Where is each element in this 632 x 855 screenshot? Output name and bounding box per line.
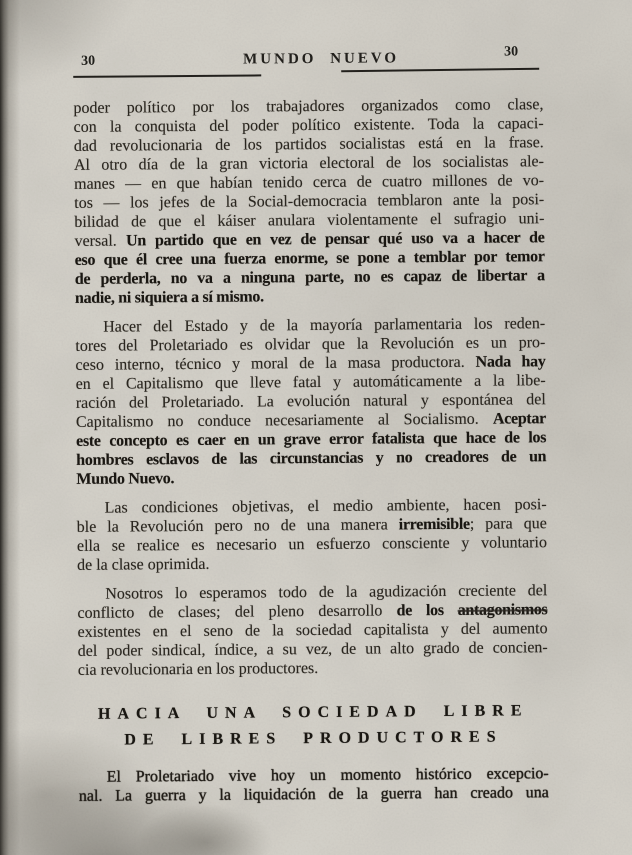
emphasized-text: eso que él cree una fuerza enorme, se pone a temblar por temor (74, 248, 545, 269)
body-text: del poder sindical, índice, a su vez, de un alto grado de concien- (77, 639, 548, 660)
heading-line: DE LIBRES PRODUCTORES (124, 728, 503, 749)
paragraph (75, 314, 546, 489)
emphasized-text: Mundo Nuevo. (76, 470, 175, 488)
body-text: manes — en que habían tenido cerca de cuatro millones de vo- (74, 172, 545, 193)
body-text: El Proletariado vive hoy un momento histórico excepcio- (106, 765, 549, 786)
body-text: poder político por los trabajadores organizados como clase, (73, 96, 544, 117)
emphasized-text: irremisible (398, 515, 470, 534)
paragraph (77, 581, 548, 680)
paragraph (79, 764, 549, 806)
text-line (75, 266, 545, 289)
body-text: cia revolucionaria en los productores. (77, 659, 319, 679)
running-title: MUNDO NUEVO (243, 50, 400, 68)
emphasized-text: este concepto es caer en un grave error fatalista que hace de los (76, 429, 547, 450)
text-line (77, 552, 547, 575)
text-line (78, 638, 548, 661)
body-text: ble la Revolución pero no de una manera (76, 516, 399, 536)
text-line (77, 533, 547, 556)
body-text: de la clase oprimida. (77, 555, 210, 574)
emphasized-text: hombres esclavos de las circunstancias y no creadores de un (76, 448, 547, 469)
emphasized-text: antagonismos (457, 601, 548, 619)
body-text: conflicto de clases; del pleno desarrollo (77, 602, 397, 622)
paragraph (77, 495, 548, 575)
body-text: tos — los jefes de la Social-democracia temblaron ante la posi- (74, 191, 545, 212)
page-number-right: 30 (503, 44, 519, 60)
emphasized-text: Nada hay (475, 353, 546, 371)
paragraph (73, 95, 545, 308)
page-number-left: 30 (81, 53, 96, 69)
heading-line: HACIA UNA SOCIEDAD LIBRE (97, 702, 529, 723)
text-line (76, 466, 546, 489)
emphasized-text: de los (396, 601, 458, 620)
body-text: ración del Proletariado. La evolución natural y espontánea del (75, 391, 546, 412)
header-rule-left (73, 74, 261, 77)
body-text: nal. La guerra y la liquidación de la guerra han creado una (78, 784, 549, 805)
body-text: Las condiciones objetivas, el medio ambiente, hacen posi- (104, 496, 547, 517)
emphasized-text: Aceptar (492, 410, 547, 428)
emphasized-text: Un partido que en vez de pensar qué uso va a hacer de (126, 229, 545, 250)
header-rule-right (341, 68, 539, 73)
body-text: con la conquista del poder político existente. Toda la capaci- (73, 115, 544, 136)
body-text: ella se realice es necesario un esfuerzo consciente y voluntario (76, 534, 547, 555)
body-text: Al otro día de la gran victoria electoral de los socialistas ale- (73, 153, 544, 174)
body-text: ceso interno, técnico y moral de la masa productora. (75, 353, 476, 374)
body-text: dad revolucionaria de los partidos socialistas está en la frase. (73, 134, 544, 155)
text-line (75, 285, 545, 308)
section-heading (78, 698, 548, 754)
body-text: Capitalismo no conduce necesariamente al Socialismo. (75, 410, 494, 431)
page-body (73, 95, 549, 806)
emphasized-text: de perderla, no va a ninguna parte, no es capaz de libertar a (74, 267, 545, 288)
text-line (76, 447, 546, 470)
body-text: versal. (74, 232, 127, 250)
body-text: Hacer del Estado y de la mayoría parlamentaria los reden- (103, 315, 546, 336)
body-text: bilidad de que el káiser anulara violentamente el sufragio uni- (74, 210, 545, 231)
emphasized-text: nadie, ni siquiera a sí mismo. (74, 288, 264, 307)
text-line (78, 657, 548, 680)
body-text: tores del Proletariado es olvidar que la Revolución es un pro- (75, 334, 546, 355)
text-line (79, 783, 549, 806)
page-header (0, 0, 629, 69)
body-text: en el Capitalismo que lleve fatal y automáticamente a la libe- (75, 372, 546, 393)
body-text: Nosotros lo esperamos todo de la agudización creciente del (105, 582, 548, 603)
body-text: existentes en el seno de la sociedad capitalista y del aumento (77, 620, 548, 641)
body-text: ; para que (469, 515, 547, 533)
